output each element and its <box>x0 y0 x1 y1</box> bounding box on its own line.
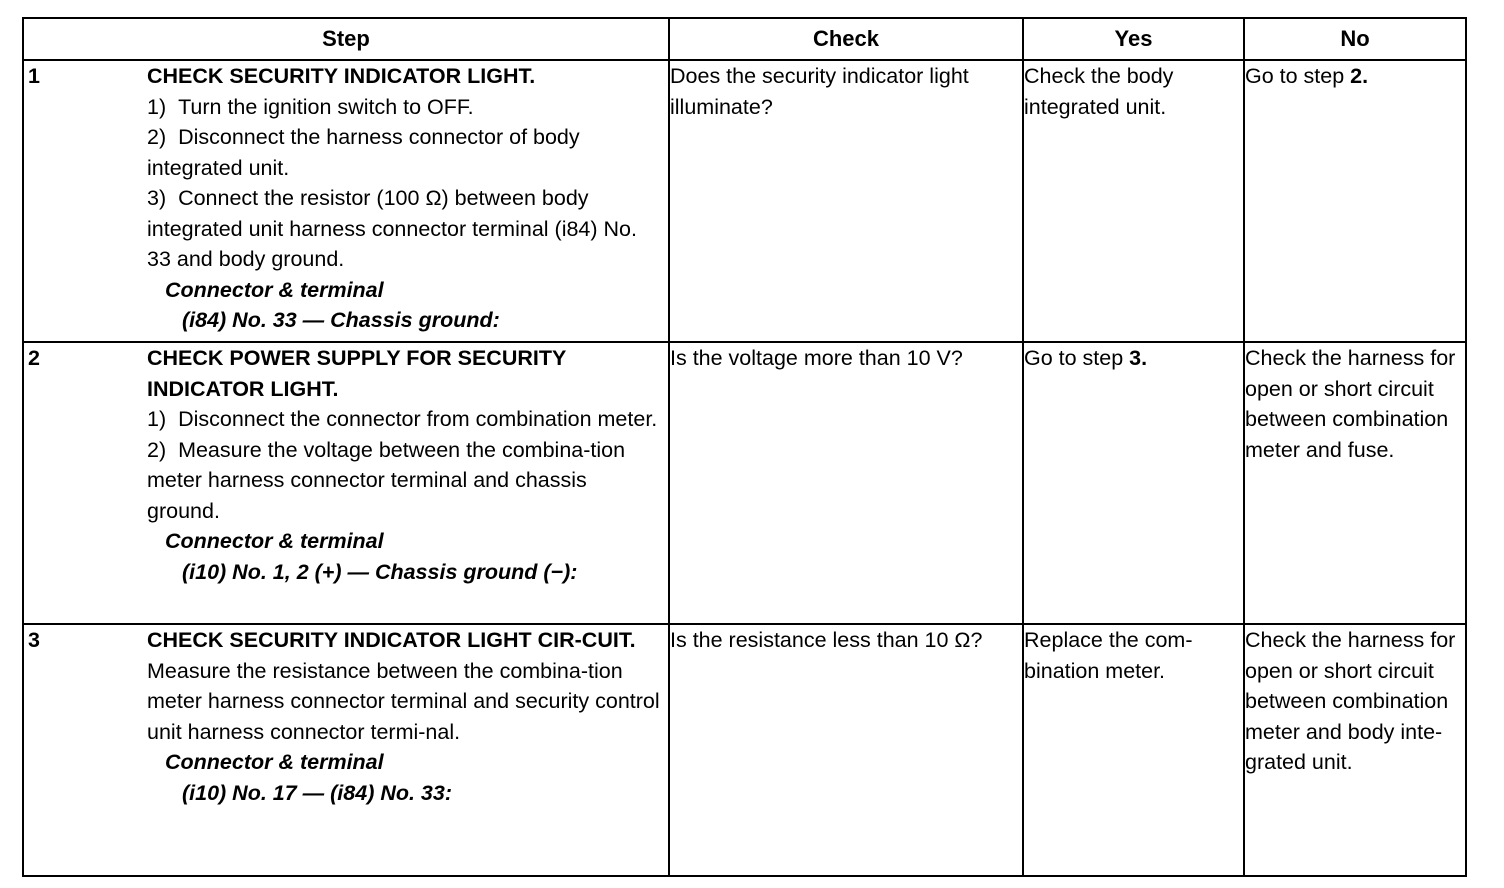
no-cell: Check the harness for open or short circuit between combination meter and fuse. <box>1244 342 1466 624</box>
step-instruction: Measure the resistance between the combina-tion meter harness connector terminal and security control unit harness connector termi-nal. <box>147 658 660 744</box>
step-instruction: 1) Turn the ignition switch to OFF. <box>147 94 474 119</box>
step-instruction: 2) Measure the voltage between the combina-tion meter harness connector terminal and chassis ground. <box>147 437 626 523</box>
step-title: CHECK SECURITY INDICATOR LIGHT CIR-CUIT. <box>147 628 636 652</box>
header-step: Step <box>23 18 669 60</box>
yes-cell: Check the body integrated unit. <box>1023 60 1244 342</box>
header-no: No <box>1244 18 1466 60</box>
check-cell: Is the resistance less than 10 Ω? <box>669 624 1023 876</box>
header-yes: Yes <box>1023 18 1244 60</box>
no-cell: Check the harness for open or short circuit between combination meter and body inte-grated unit. <box>1244 624 1466 876</box>
step-reference: 3. <box>1129 346 1148 370</box>
step-cell <box>23 342 669 624</box>
header-row <box>23 18 1466 60</box>
connector-terminal-label: Connector & terminal <box>165 529 384 553</box>
step-instruction: 3) Connect the resistor (100 Ω) between body integrated unit harness connector terminal (i84) No. 33 and body ground. <box>147 186 637 271</box>
step-number: 1 <box>28 64 40 88</box>
check-cell: Does the security indicator light illuminate? <box>669 60 1023 342</box>
no-text: Go to step <box>1245 64 1351 88</box>
step-instruction: 2) Disconnect the harness connector of body integrated unit. <box>147 125 580 180</box>
yes-cell: Replace the com-bination meter. <box>1023 624 1244 876</box>
header-check: Check <box>669 18 1023 60</box>
step-title: CHECK SECURITY INDICATOR LIGHT. <box>147 64 536 88</box>
table-row <box>23 60 1466 342</box>
step-number: 2 <box>28 346 40 370</box>
step-title: CHECK POWER SUPPLY FOR SECURITY INDICATOR LIGHT. <box>147 346 566 401</box>
step-cell <box>23 624 669 876</box>
table-row <box>23 624 1466 876</box>
yes-text: Go to step <box>1024 346 1130 370</box>
check-cell: Is the voltage more than 10 V? <box>669 342 1023 624</box>
step-instruction: 1) Disconnect the connector from combination meter. <box>147 407 658 431</box>
step-cell <box>23 60 669 342</box>
connector-terminal-label: Connector & terminal <box>165 750 384 774</box>
connector-terminal-value: (i84) No. 33 — Chassis ground: <box>182 308 500 332</box>
yes-cell <box>1023 342 1244 624</box>
table-row <box>23 342 1466 624</box>
connector-terminal-value: (i10) No. 1, 2 (+) — Chassis ground (−): <box>182 559 578 584</box>
connector-terminal-value: (i10) No. 17 — (i84) No. 33: <box>182 780 453 805</box>
no-cell <box>1244 60 1466 342</box>
diagnostic-table <box>22 17 1467 877</box>
step-number: 3 <box>28 628 40 652</box>
step-reference: 2. <box>1350 64 1369 88</box>
connector-terminal-label: Connector & terminal <box>165 277 384 302</box>
